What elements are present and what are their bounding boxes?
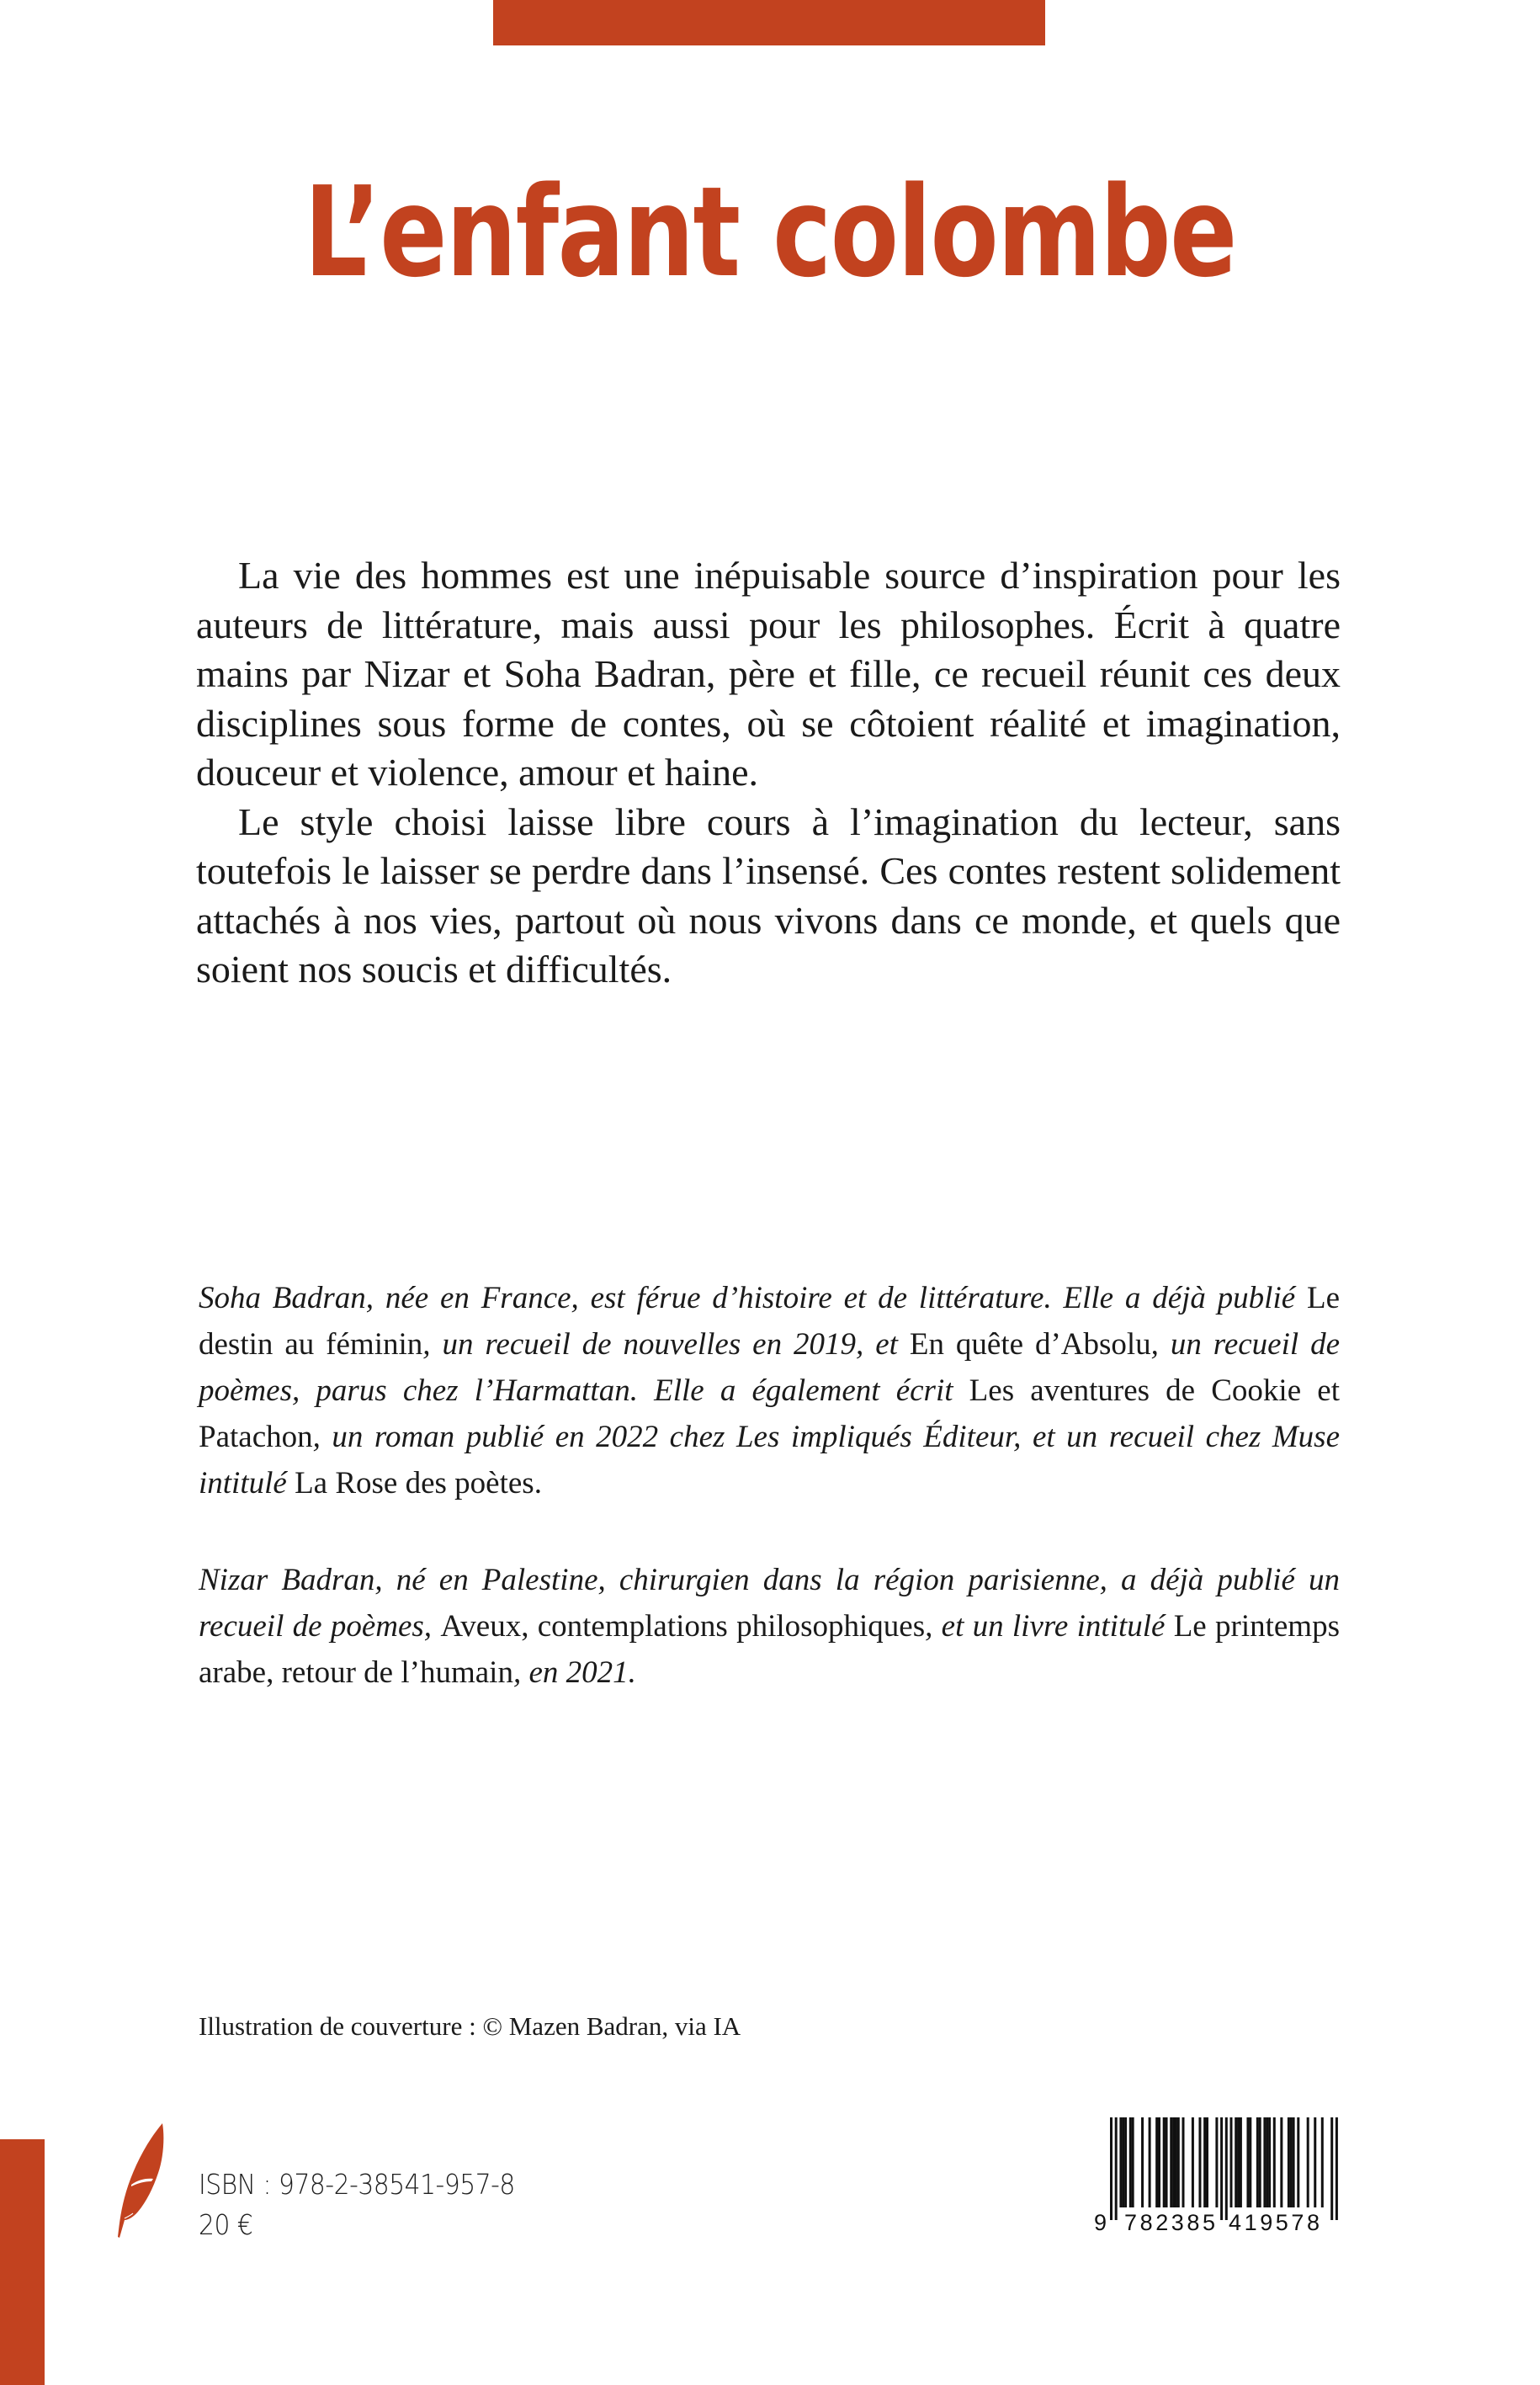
blurb-paragraph-2: Le style choisi laisse libre cours à l’imagination du lecteur, sans toutefois le laisser se perdre dans l’insensé. Ces contes restent solidement attachés à nos vies, partout où nous vivons dans ce monde, et quels que soient nos soucis et difficultés. bbox=[196, 799, 1341, 991]
bio-text: , un recueil de nouvelles en 2019, et bbox=[422, 1327, 910, 1362]
barcode-right-digits: 419578 bbox=[1229, 2210, 1320, 2235]
blurb-paragraph-1: La vie des hommes est une inépuisable source d’inspiration pour les auteurs de littérature, mais aussi pour les philosophes. Écrit à quatre mains par Nizar et Soha Badran, père et fille, ce recueil réunit ces deux disciplines sous forme de contes, où se côtoient réalité et imagination, douceur et violence, amour et haine. bbox=[196, 554, 1341, 794]
back-cover-blurb bbox=[196, 551, 1341, 995]
bio-text: Soha Badran, née en France, est férue d’histoire et de littérature. Elle a déjà publié bbox=[199, 1281, 1307, 1315]
author-bio-soha bbox=[199, 1275, 1340, 1506]
author-bio-nizar bbox=[199, 1557, 1340, 1696]
bio-text: , et un livre intitulé bbox=[925, 1609, 1174, 1644]
feather-icon bbox=[109, 2121, 168, 2240]
book-title-reference: Les aventures de Cookie et Patachon bbox=[199, 1373, 1340, 1454]
book-title: L’enfant colombe bbox=[304, 160, 1236, 305]
book-title-reference: En quête d’Absolu bbox=[909, 1327, 1151, 1362]
side-accent-bar bbox=[0, 2139, 45, 2385]
book-title-reference: Le printemps arabe, retour de l’humain bbox=[199, 1609, 1340, 1690]
isbn-barcode bbox=[1094, 2116, 1346, 2238]
top-accent-bar bbox=[493, 0, 1045, 45]
bio-text: Nizar Badran, né en Palestine, chirurgien dans la région parisienne, a déjà publié un recueil de poèmes, bbox=[199, 1563, 1340, 1644]
book-title-reference: La Rose des poètes bbox=[295, 1466, 534, 1501]
book-title-reference: Le destin au féminin bbox=[199, 1281, 1340, 1362]
barcode-left-digits: 782385 bbox=[1124, 2210, 1215, 2235]
bio-text: , un recueil de poèmes, parus chez l’Harmattan. Elle a également écrit bbox=[199, 1327, 1340, 1408]
isbn-number: ISBN : 978-2-38541-957-8 bbox=[199, 2168, 515, 2201]
barcode-first-digit: 9 bbox=[1094, 2210, 1107, 2235]
price: 20 € bbox=[199, 2208, 253, 2241]
bio-text: , en 2021. bbox=[512, 1655, 636, 1690]
bio-text: , un roman publié en 2022 chez Les impliqués Éditeur, et un recueil chez Muse intitulé bbox=[199, 1420, 1340, 1501]
bio-text: . bbox=[534, 1466, 542, 1501]
illustration-credit: Illustration de couverture : © Mazen Badran, via IA bbox=[199, 2011, 741, 2041]
book-title-reference: Aveux, contemplations philosophiques bbox=[440, 1609, 926, 1644]
